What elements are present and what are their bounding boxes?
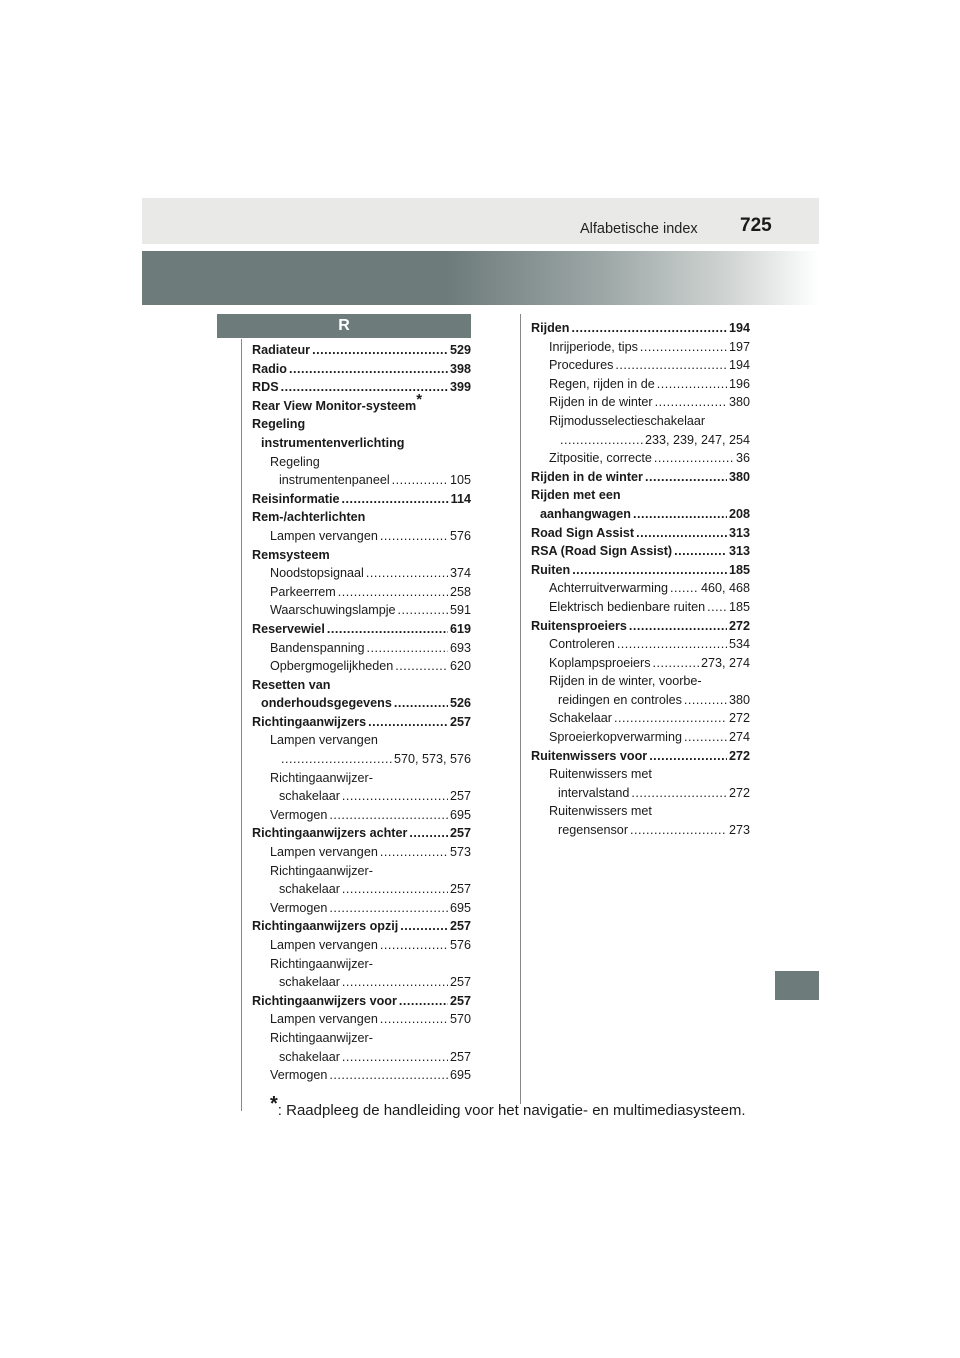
index-page-ref: 196 xyxy=(728,376,750,391)
index-term: Rijden xyxy=(531,321,570,335)
dot-leader xyxy=(380,843,448,862)
index-page-ref: 257 xyxy=(449,789,471,804)
index-entry xyxy=(252,880,471,899)
index-entry xyxy=(531,821,750,840)
dot-leader xyxy=(614,709,727,728)
dot-leader xyxy=(630,821,727,840)
index-term: Zitpositie, correcte xyxy=(549,451,652,466)
index-page-ref: 380 xyxy=(728,692,750,707)
index-page-ref: 274 xyxy=(728,730,750,745)
left-margin-rule xyxy=(241,339,242,1111)
index-page-ref: 576 xyxy=(449,528,471,543)
dot-leader xyxy=(394,694,448,713)
index-page-ref: 233, 239, 247, 254 xyxy=(644,432,750,447)
index-term: Richtingaanwijzer- xyxy=(270,956,373,971)
index-term: Road Sign Assist xyxy=(531,525,635,540)
dot-leader xyxy=(684,691,727,710)
index-entry xyxy=(252,564,471,583)
index-term: Ruitensproeiers xyxy=(531,618,627,633)
index-entry xyxy=(252,583,471,602)
index-entry xyxy=(531,468,750,487)
index-entry xyxy=(531,486,750,505)
index-entry xyxy=(252,1010,471,1029)
index-page-ref: 380 xyxy=(728,469,750,484)
index-column-left xyxy=(252,341,471,1085)
index-entry xyxy=(531,431,750,450)
index-term: Richtingaanwijzer- xyxy=(270,863,373,878)
index-entry xyxy=(252,471,471,490)
page-number: 725 xyxy=(740,215,772,236)
dot-leader xyxy=(342,1048,448,1067)
dot-leader xyxy=(653,654,699,673)
footnote xyxy=(270,1093,746,1121)
index-term: Rijden met een xyxy=(531,488,621,503)
index-page-ref: 399 xyxy=(449,380,471,395)
index-entry xyxy=(531,524,750,543)
index-page-ref: 272 xyxy=(728,711,750,726)
dot-leader xyxy=(380,1010,448,1029)
dot-leader xyxy=(649,747,727,766)
index-page-ref: 693 xyxy=(449,640,471,655)
dot-leader xyxy=(380,936,448,955)
index-page-ref: 194 xyxy=(728,321,750,335)
index-term: Richtingaanwijzers opzij xyxy=(252,919,399,934)
index-term: Noodstopsignaal xyxy=(270,566,364,581)
index-page-ref: 313 xyxy=(728,544,750,559)
index-term: onderhoudsgegevens xyxy=(261,696,392,711)
footnote-marker: * xyxy=(270,1093,278,1115)
dot-leader xyxy=(392,471,448,490)
dot-leader xyxy=(655,393,727,412)
index-entry xyxy=(531,672,750,691)
index-term: Achterruitverwarming xyxy=(549,581,668,596)
index-entry xyxy=(531,691,750,710)
dot-leader xyxy=(342,973,448,992)
index-entry xyxy=(252,992,471,1011)
index-term: regensensor xyxy=(558,823,629,838)
index-entry xyxy=(531,579,750,598)
index-entry xyxy=(531,375,750,394)
index-term: Richtingaanwijzers voor xyxy=(252,993,397,1008)
index-column-right xyxy=(531,319,750,840)
dot-leader xyxy=(617,635,727,654)
index-page-ref: 380 xyxy=(728,395,750,410)
index-entry xyxy=(531,617,750,636)
index-page-ref: 526 xyxy=(449,696,471,711)
index-term: Reisinformatie xyxy=(252,491,340,506)
index-page-ref: 257 xyxy=(449,1049,471,1064)
index-term: Vermogen xyxy=(270,807,328,822)
index-term: Rear View Monitor-systeem xyxy=(252,398,417,413)
dot-leader xyxy=(329,899,448,918)
index-entry xyxy=(531,542,750,561)
index-term: Sproeierkopverwarming xyxy=(549,730,682,745)
dot-leader xyxy=(640,338,727,357)
index-term: Elektrisch bedienbare ruiten xyxy=(549,599,706,614)
index-page-ref: 573 xyxy=(449,845,471,860)
dot-leader xyxy=(341,490,448,509)
index-entry xyxy=(252,769,471,788)
index-term: Richtingaanwijzers xyxy=(252,714,367,729)
index-page-ref: 257 xyxy=(449,993,471,1008)
index-page-ref: 257 xyxy=(449,882,471,897)
chapter-tab xyxy=(775,971,819,1000)
index-page-ref: 257 xyxy=(449,826,471,841)
index-term: Ruitenwissers met xyxy=(549,767,652,782)
dot-leader xyxy=(329,806,448,825)
index-term: schakelaar xyxy=(279,882,340,897)
dot-leader xyxy=(399,992,448,1011)
index-page-ref: 194 xyxy=(728,358,750,373)
index-page-ref: 273 xyxy=(728,823,750,838)
index-entry xyxy=(252,639,471,658)
index-term: Vermogen xyxy=(270,900,328,915)
index-entry xyxy=(252,657,471,676)
dot-leader xyxy=(329,1066,448,1085)
index-term: schakelaar xyxy=(279,1049,340,1064)
index-entry xyxy=(531,709,750,728)
index-entry xyxy=(252,508,471,527)
index-term: schakelaar xyxy=(279,975,340,990)
index-term: Ruitenwissers voor xyxy=(531,748,648,763)
index-page-ref: 534 xyxy=(728,637,750,652)
index-page-ref: 257 xyxy=(449,714,471,729)
index-term: Ruiten xyxy=(531,562,571,577)
index-term: schakelaar xyxy=(279,789,340,804)
index-entry xyxy=(252,1048,471,1067)
index-term: Regen, rijden in de xyxy=(549,376,655,391)
index-term: instrumentenpaneel xyxy=(279,473,390,488)
index-page-ref: 619 xyxy=(449,621,471,636)
index-entry xyxy=(531,319,750,338)
index-term: intervalstand xyxy=(558,785,630,800)
index-term: Radio xyxy=(252,361,287,376)
index-page-ref: 272 xyxy=(728,785,750,800)
section-letter: R xyxy=(217,314,471,338)
index-term: Richtingaanwijzers achter xyxy=(252,826,408,841)
index-term: Opbergmogelijkheden xyxy=(270,659,394,674)
index-entry xyxy=(531,747,750,766)
index-entry xyxy=(252,1066,471,1085)
index-term: Koplampsproeiers xyxy=(549,655,651,670)
index-term: Reservewiel xyxy=(252,621,325,636)
dot-leader xyxy=(629,617,727,636)
index-entry xyxy=(252,862,471,881)
header-bar xyxy=(142,198,819,244)
dot-leader xyxy=(707,598,727,617)
dot-leader xyxy=(368,713,448,732)
dot-leader xyxy=(631,784,727,803)
column-divider xyxy=(520,314,521,1104)
dot-leader xyxy=(367,639,448,658)
index-entry xyxy=(531,728,750,747)
index-page-ref: 460, 468 xyxy=(700,581,750,596)
dot-leader xyxy=(645,468,727,487)
index-page-ref: 258 xyxy=(449,584,471,599)
index-term: Lampen vervangen xyxy=(270,845,378,860)
index-term: reidingen en controles xyxy=(558,692,682,707)
header-title: Alfabetische index xyxy=(580,221,698,237)
index-term: Lampen vervangen xyxy=(270,528,378,543)
index-entry xyxy=(531,393,750,412)
index-term: Rijmodusselectieschakelaar xyxy=(549,413,706,428)
dot-leader xyxy=(684,728,727,747)
index-entry xyxy=(252,490,471,509)
index-page-ref: 313 xyxy=(728,525,750,540)
index-term: Resetten van xyxy=(252,677,331,692)
index-entry xyxy=(252,676,471,695)
index-entry xyxy=(531,561,750,580)
index-entry xyxy=(252,415,471,434)
index-term: RSA (Road Sign Assist) xyxy=(531,544,673,559)
index-term: instrumentenverlichting xyxy=(261,435,405,450)
index-entry xyxy=(531,654,750,673)
index-term: Lampen vervangen xyxy=(270,938,378,952)
index-page-ref: 257 xyxy=(449,975,471,990)
index-entry xyxy=(252,1029,471,1048)
index-entry xyxy=(252,341,471,360)
index-page-ref: 695 xyxy=(449,900,471,915)
dot-leader xyxy=(342,787,448,806)
index-entry xyxy=(252,390,471,416)
index-page-ref: 529 xyxy=(449,343,471,357)
index-entry xyxy=(252,843,471,862)
header-gradient-band xyxy=(142,251,819,305)
index-term: Schakelaar xyxy=(549,711,613,726)
index-entry xyxy=(252,713,471,732)
dot-leader xyxy=(289,360,448,379)
index-page-ref: 374 xyxy=(449,566,471,581)
index-page-ref: 272 xyxy=(728,618,750,633)
index-entry xyxy=(252,917,471,936)
dot-leader xyxy=(398,601,448,620)
dot-leader xyxy=(338,583,448,602)
index-page-ref: 185 xyxy=(728,562,750,577)
index-term: Procedures xyxy=(549,358,614,373)
index-page-ref: 185 xyxy=(728,599,750,614)
index-page-ref: 620 xyxy=(449,659,471,674)
index-page-ref: 36 xyxy=(735,451,750,466)
footnote-text: : Raadpleeg de handleiding voor het navigatie- en multimediasysteem. xyxy=(277,1102,746,1119)
index-term: Bandenspanning xyxy=(270,640,365,655)
dot-leader xyxy=(409,824,448,843)
index-page-ref: 570, 573, 576 xyxy=(393,752,471,767)
index-entry xyxy=(531,635,750,654)
dot-leader xyxy=(571,319,727,338)
index-page-ref: 695 xyxy=(449,1068,471,1083)
index-page-ref: 591 xyxy=(449,603,471,618)
dot-leader xyxy=(670,579,699,598)
index-entry xyxy=(252,620,471,639)
index-term: Rijden in de winter xyxy=(549,395,653,410)
dot-leader xyxy=(366,564,448,583)
index-term: Waarschuwingslampje xyxy=(270,603,396,618)
index-entry xyxy=(252,731,471,750)
index-term: aanhangwagen xyxy=(540,506,631,521)
index-entry xyxy=(531,356,750,375)
dot-leader xyxy=(615,356,727,375)
index-term: Radiateur xyxy=(252,343,311,357)
index-entry xyxy=(252,936,471,955)
index-entry xyxy=(252,360,471,379)
index-term: Parkeerrem xyxy=(270,584,336,599)
index-page-ref: 695 xyxy=(449,807,471,822)
index-term: RDS xyxy=(252,380,279,395)
dot-leader xyxy=(380,527,448,546)
dot-leader xyxy=(657,375,727,394)
index-entry xyxy=(531,412,750,431)
index-entry xyxy=(252,787,471,806)
index-page-ref: 105 xyxy=(449,473,471,488)
index-entry xyxy=(531,765,750,784)
dot-leader xyxy=(560,431,643,450)
dot-leader xyxy=(654,449,734,468)
footnote-ref-marker: * xyxy=(416,390,423,408)
index-term: Lampen vervangen xyxy=(270,733,378,748)
index-entry xyxy=(252,824,471,843)
index-entry xyxy=(252,750,471,769)
index-page-ref: 208 xyxy=(728,506,750,521)
index-term: Lampen vervangen xyxy=(270,1012,378,1027)
index-page-ref: 257 xyxy=(449,919,471,934)
index-term: Rem-/achterlichten xyxy=(252,510,366,525)
dot-leader xyxy=(636,524,727,543)
index-term: Regeling xyxy=(252,417,306,432)
dot-leader xyxy=(633,505,727,524)
index-term: Rijden in de winter xyxy=(531,469,643,484)
index-entry xyxy=(252,955,471,974)
index-page-ref: 114 xyxy=(450,491,471,506)
index-term: Inrijperiode, tips xyxy=(549,339,638,354)
index-entry xyxy=(252,899,471,918)
index-entry xyxy=(252,434,471,453)
index-entry xyxy=(252,973,471,992)
index-page-ref: 272 xyxy=(728,748,750,763)
index-term: Regeling xyxy=(270,454,320,469)
index-entry xyxy=(252,527,471,546)
index-term: Richtingaanwijzer- xyxy=(270,1030,373,1045)
index-page-ref: 273, 274 xyxy=(700,655,750,670)
dot-leader xyxy=(400,917,448,936)
index-entry xyxy=(531,784,750,803)
index-page-ref: 570 xyxy=(449,1012,471,1027)
dot-leader xyxy=(395,657,448,676)
index-entry xyxy=(531,338,750,357)
dot-leader xyxy=(281,750,392,769)
index-entry xyxy=(252,546,471,565)
dot-leader xyxy=(327,620,448,639)
index-term: Vermogen xyxy=(270,1068,328,1083)
dot-leader xyxy=(572,561,727,580)
index-term: Controleren xyxy=(549,637,615,652)
index-entry xyxy=(252,694,471,713)
dot-leader xyxy=(312,341,448,360)
index-page-ref: 197 xyxy=(728,339,750,354)
index-entry xyxy=(252,453,471,472)
index-term: Remsysteem xyxy=(252,547,330,562)
index-entry xyxy=(531,802,750,821)
index-entry xyxy=(252,806,471,825)
dot-leader xyxy=(281,378,448,397)
index-page-ref: 576 xyxy=(449,938,471,952)
index-entry xyxy=(531,449,750,468)
index-page-ref: 398 xyxy=(449,361,471,376)
index-term: Rijden in de winter, voorbe- xyxy=(549,674,702,689)
dot-leader xyxy=(342,880,448,899)
index-term: Ruitenwissers met xyxy=(549,804,652,819)
dot-leader xyxy=(674,542,727,561)
index-entry xyxy=(531,505,750,524)
index-entry xyxy=(252,601,471,620)
index-term: Richtingaanwijzer- xyxy=(270,770,373,785)
index-entry xyxy=(252,378,471,397)
index-entry xyxy=(531,598,750,617)
